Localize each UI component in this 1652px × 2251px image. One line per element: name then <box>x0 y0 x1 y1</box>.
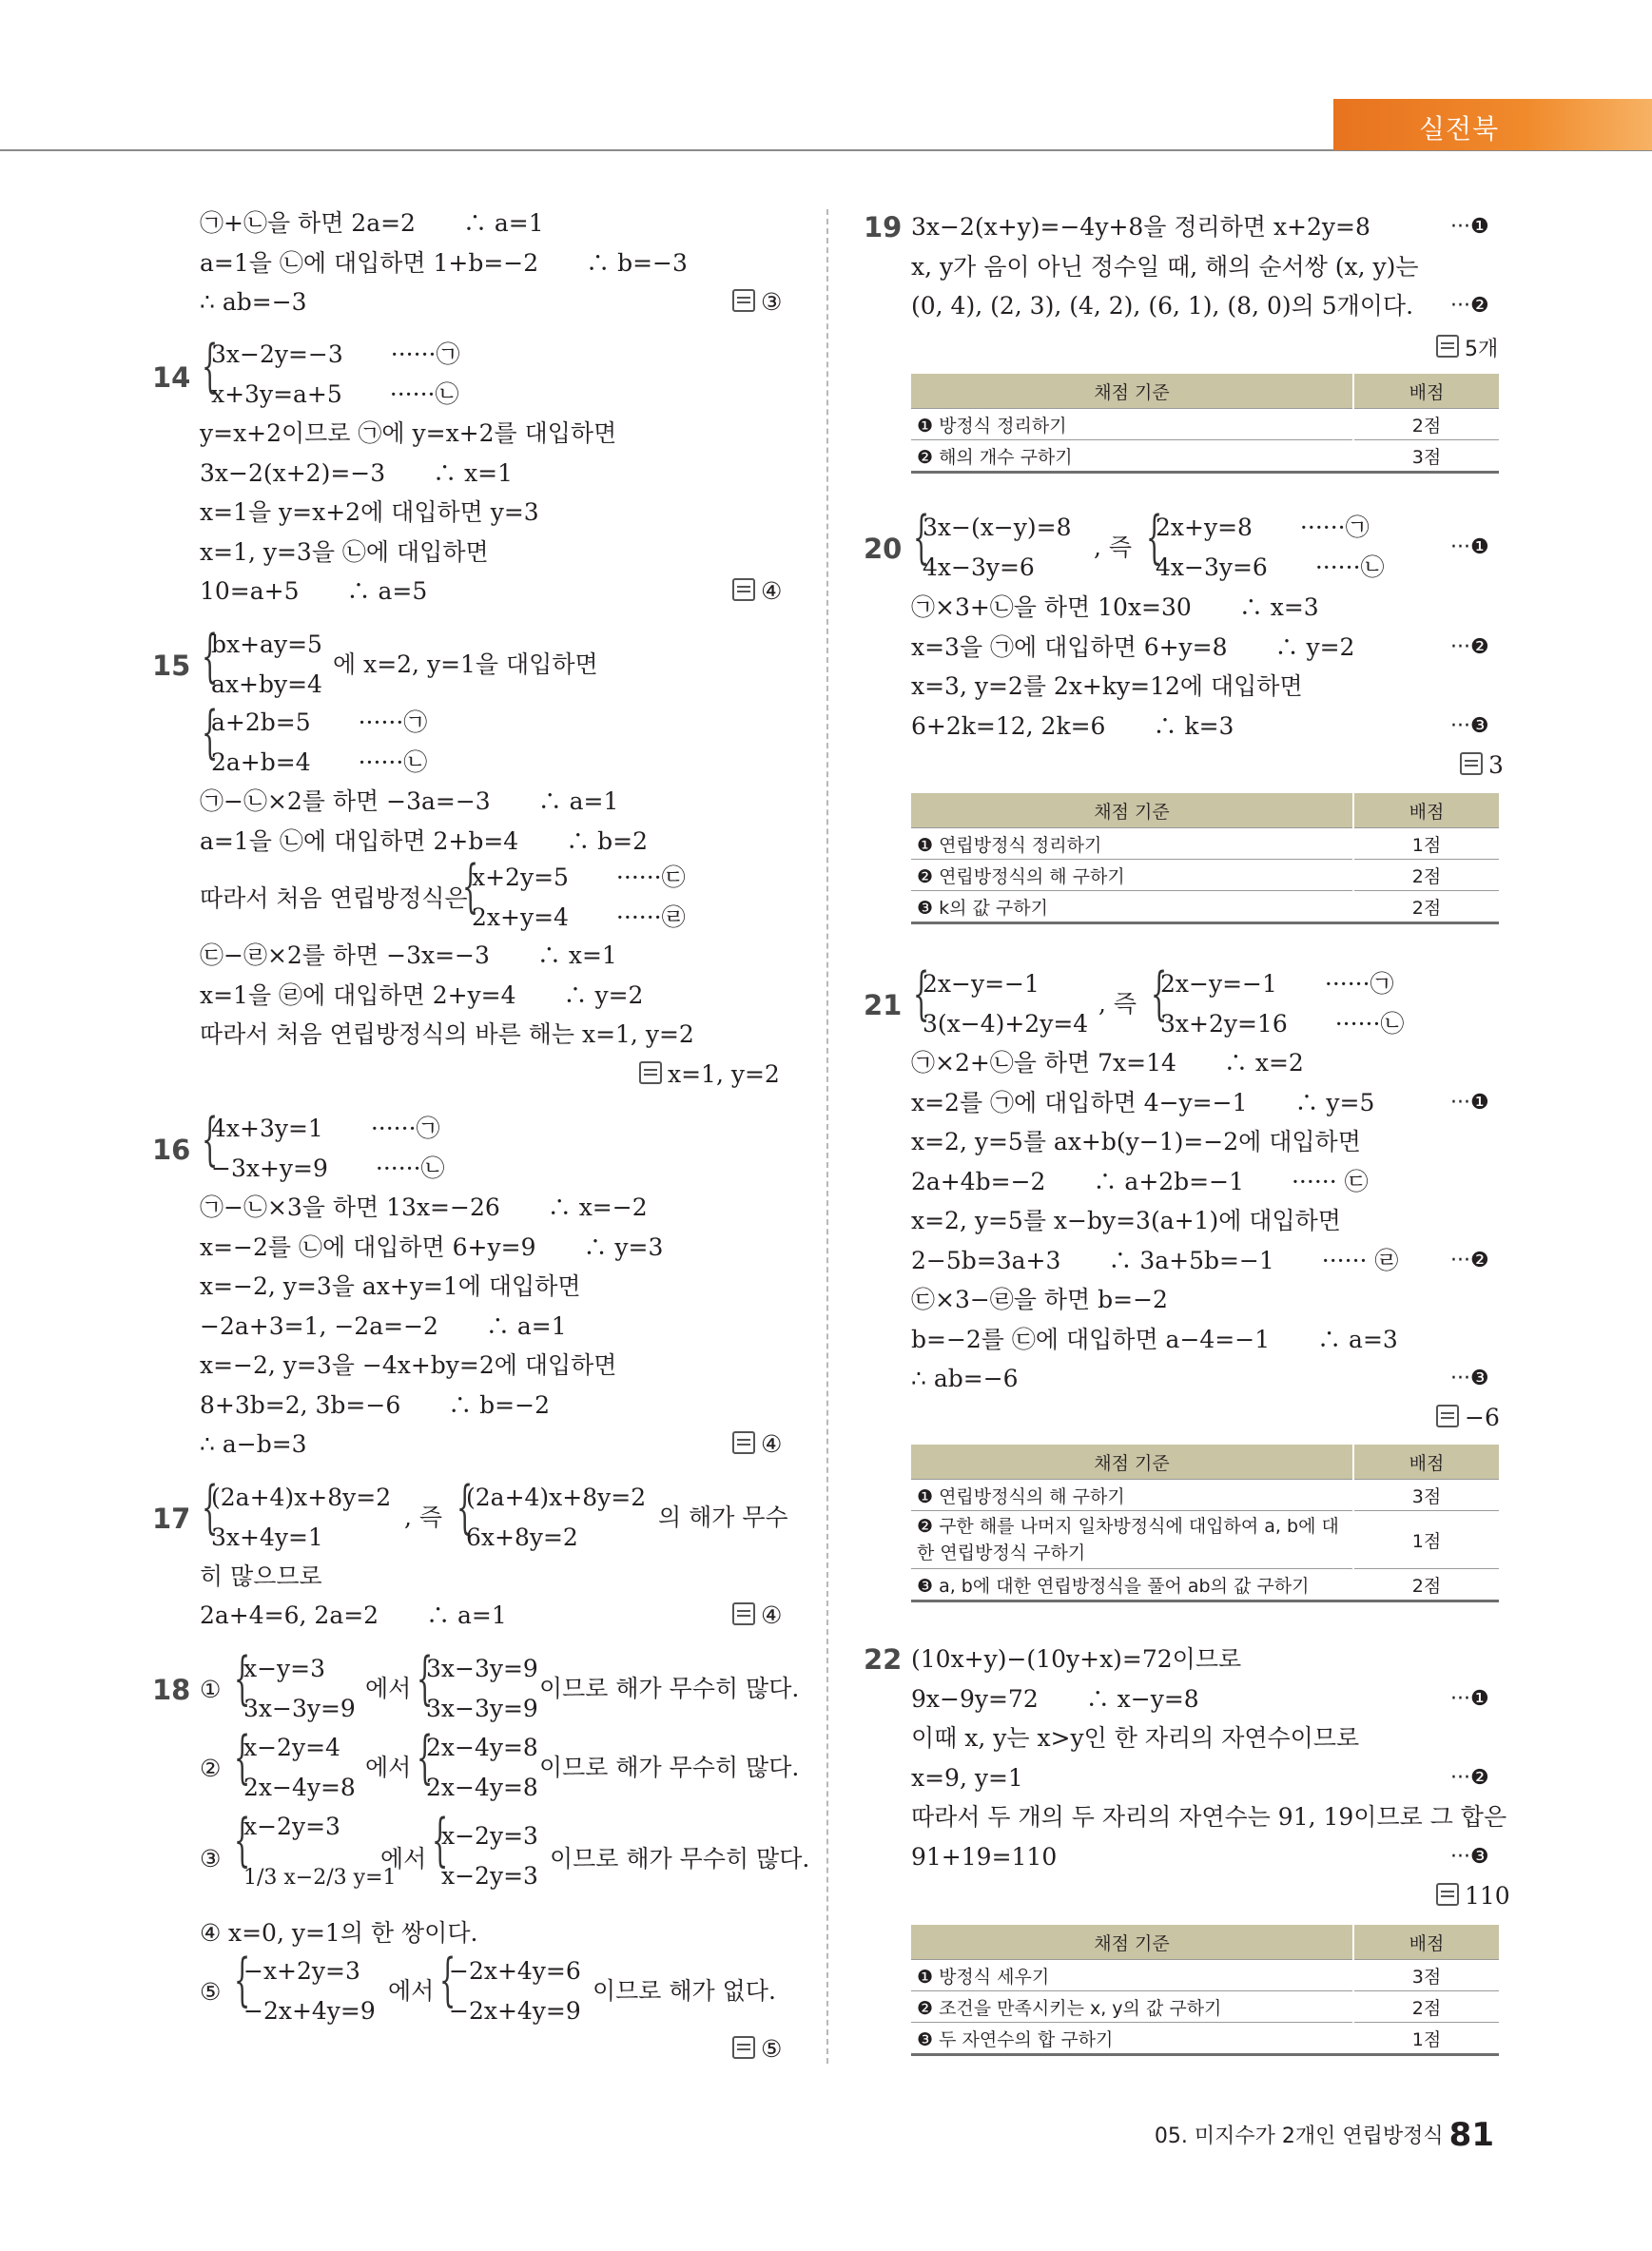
step-marker <box>1450 1766 1489 1790</box>
table-row <box>911 891 1499 923</box>
brace: { <box>234 1947 251 2013</box>
section-tab <box>1333 99 1652 150</box>
step-marker <box>1450 1249 1489 1272</box>
column-divider <box>826 209 828 2064</box>
problem-number: 20 <box>864 533 903 565</box>
answer-icon <box>732 2036 755 2059</box>
answer-text: x=1, y=2 <box>668 1060 780 1088</box>
text-line: ㉠−㉡×3을 하면 13x=−26 ∴ x=−2 <box>200 1193 648 1221</box>
table-cell: ❸ 두 자연수의 합 구하기 <box>911 2023 1353 2055</box>
problem-number: 22 <box>864 1643 903 1676</box>
text-line: ∴ a−b=3 <box>200 1430 307 1458</box>
step-3-icon: ❸ <box>1469 714 1489 738</box>
system-line: 2x−4y=8 <box>426 1734 538 1761</box>
brace: { <box>913 504 930 571</box>
text-line: ㉢−㉣×2를 하면 −3x=−3 ∴ x=1 <box>200 941 617 969</box>
text-line: 따라서 처음 연립방정식의 바른 해는 x=1, y=2 <box>200 1020 694 1048</box>
answer-text: ④ <box>761 1601 783 1629</box>
system-line: 2x−y=−1 <box>923 970 1040 998</box>
system-line: 3x−3y=9 <box>243 1695 356 1722</box>
text-line: 3x−2(x+2)=−3 ∴ x=1 <box>200 459 514 487</box>
answer-text: ③ <box>761 288 783 316</box>
system-line: −2x+4y=6 <box>449 1957 581 1985</box>
section-tab-label: 실전북 <box>1419 113 1500 145</box>
system-line: 1/3 x−2/3 y=1 <box>243 1866 397 1890</box>
table-cell: 3점 <box>1353 440 1499 473</box>
text-line: 2a+4b=−2 ∴ a+2b=−1 ······ ㉢ <box>911 1168 1369 1195</box>
text-line: ㉠×2+㉡을 하면 7x=14 ∴ x=2 <box>911 1049 1304 1077</box>
dots: ··· <box>1450 1687 1470 1711</box>
text-line: 2a+4=6, 2a=2 ∴ a=1 <box>200 1601 507 1629</box>
dots: ··· <box>1450 1766 1470 1790</box>
text-line: x=2, y=5를 x−by=3(a+1)에 대입하면 <box>911 1207 1341 1234</box>
text-line: b=−2를 ㉢에 대입하면 a−4=−1 ∴ a=3 <box>911 1326 1398 1353</box>
system-line: (2a+4)x+8y=2 <box>211 1484 392 1511</box>
brace: { <box>457 1474 474 1541</box>
text-line: x=1, y=3을 ㉡에 대입하면 <box>200 538 489 566</box>
text-line: 6+2k=12, 2k=6 ∴ k=3 <box>911 712 1234 740</box>
answer-17 <box>732 1601 782 1629</box>
answer-icon <box>1460 752 1483 775</box>
table-cell: 2점 <box>1353 891 1499 923</box>
system-line: −x+2y=3 <box>243 1957 360 1985</box>
step-2-icon: ❷ <box>1469 635 1489 659</box>
table-cell: ❸ k의 값 구하기 <box>911 891 1353 923</box>
text-line: 2−5b=3a+3 ∴ 3a+5b=−1 ······ ㉣ <box>911 1247 1399 1274</box>
text-line: 의 해가 무수 <box>658 1504 788 1531</box>
system-line: 3(x−4)+2y=4 <box>923 1010 1089 1038</box>
step-2-icon: ❷ <box>1469 1766 1489 1790</box>
text-line: x=2를 ㉠에 대입하면 4−y=−1 ∴ y=5 <box>911 1089 1375 1116</box>
step-1-icon: ❶ <box>1469 215 1489 239</box>
text-line: , 즉 <box>404 1504 443 1531</box>
table-cell: ❷ 연립방정식의 해 구하기 <box>911 860 1353 891</box>
brace: { <box>202 1106 219 1173</box>
system-line: 3x−2y=−3 ······㉠ <box>211 340 460 368</box>
table-row <box>911 860 1499 891</box>
problem-number: 14 <box>152 361 191 394</box>
table-cell: ❶ 연립방정식의 해 구하기 <box>911 1480 1353 1511</box>
dots: ··· <box>1450 294 1470 318</box>
text-line: a=1을 ㉡에 대입하면 2+b=4 ∴ b=2 <box>200 827 649 855</box>
answer-text: ⑤ <box>761 2035 783 2063</box>
scoring-table-20 <box>911 793 1499 924</box>
text-line: (10x+y)−(10y+x)=72이므로 <box>911 1645 1242 1673</box>
brace: { <box>417 1645 434 1712</box>
text-line: ㉠−㉡×2를 하면 −3a=−3 ∴ a=1 <box>200 787 619 815</box>
text-line: 에서 <box>365 1675 412 1702</box>
table-cell: 3점 <box>1353 1960 1499 1991</box>
table-header: 채점 기준 <box>911 1445 1353 1480</box>
table-row <box>911 1480 1499 1511</box>
problem-number: 17 <box>152 1503 191 1535</box>
answer-16 <box>732 1430 782 1458</box>
system-line: x−y=3 <box>243 1655 326 1682</box>
system-line: x+2y=5 ······㉢ <box>472 864 686 891</box>
text-line: a=1을 ㉡에 대입하면 1+b=−2 ∴ b=−3 <box>200 249 688 277</box>
system-line: 4x−3y=6 ······㉡ <box>1156 553 1385 581</box>
system-line: ax+by=4 <box>211 670 322 698</box>
system-line: 2x−4y=8 <box>243 1774 356 1801</box>
brace: { <box>202 699 219 766</box>
table-header: 채점 기준 <box>911 793 1353 828</box>
text-line: 3x−2(x+y)=−4y+8을 정리하면 x+2y=8 <box>911 213 1370 241</box>
system-line: x−2y=3 <box>441 1862 538 1890</box>
text-line: x=−2, y=3을 ax+y=1에 대입하면 <box>200 1272 581 1300</box>
text-line: 에서 <box>388 1977 435 2005</box>
table-cell: 1점 <box>1353 828 1499 860</box>
brace: { <box>202 623 219 689</box>
text-line: 에서 <box>365 1754 412 1781</box>
step-2-icon: ❷ <box>1469 1249 1489 1272</box>
system-line: 3x−3y=9 <box>426 1655 538 1682</box>
answer-text: 110 <box>1465 1882 1510 1910</box>
system-line: 3x+4y=1 <box>211 1523 323 1551</box>
brace: { <box>234 1807 251 1873</box>
table-header: 채점 기준 <box>911 1925 1353 1960</box>
problem-number: 16 <box>152 1134 191 1166</box>
system-line: 2x−4y=8 <box>426 1774 538 1801</box>
brace: { <box>417 1724 434 1791</box>
brace: { <box>202 333 219 399</box>
answer-18 <box>732 2035 782 2063</box>
text-line: 따라서 두 개의 두 자리의 자연수는 91, 19이므로 그 합은 <box>911 1803 1507 1831</box>
text-line: ㉢×3−㉣을 하면 b=−2 <box>911 1286 1168 1313</box>
step-marker <box>1450 1687 1489 1711</box>
text-line: 9x−9y=72 ∴ x−y=8 <box>911 1685 1199 1713</box>
text-line: ㉠×3+㉡을 하면 10x=30 ∴ x=3 <box>911 593 1319 621</box>
system-line: 4x+3y=1 ······㉠ <box>211 1115 440 1142</box>
answer-icon <box>1436 1883 1459 1906</box>
dots: ··· <box>1450 535 1470 559</box>
system-line: 2x+y=4 ······㉣ <box>472 903 686 931</box>
table-cell: ❶ 방정식 정리하기 <box>911 409 1353 440</box>
page-number: 81 <box>1448 2116 1494 2154</box>
brace: { <box>234 1724 251 1791</box>
text-line: 8+3b=2, 3b=−6 ∴ b=−2 <box>200 1391 550 1419</box>
table-header: 배점 <box>1353 793 1499 828</box>
step-1-icon: ❶ <box>1469 1091 1489 1115</box>
problem-number: 21 <box>864 989 903 1021</box>
table-cell: ❷ 해의 개수 구하기 <box>911 440 1353 473</box>
choice-mark: ④ <box>200 1919 222 1947</box>
dots: ··· <box>1450 215 1470 239</box>
step-marker <box>1450 294 1489 318</box>
text-line: 에 x=2, y=1을 대입하면 <box>333 650 598 678</box>
text-line: x=0, y=1의 한 쌍이다. <box>228 1919 478 1947</box>
answer-22 <box>1436 1882 1510 1910</box>
problem-number: 19 <box>864 211 903 243</box>
system-line: 3x−3y=9 <box>426 1695 538 1722</box>
choice-mark: ② <box>200 1755 222 1782</box>
step-marker <box>1450 1845 1489 1869</box>
brace: { <box>462 853 479 920</box>
table-cell: 1점 <box>1353 1511 1499 1569</box>
table-cell: ❷ 조건을 만족시키는 x, y의 값 구하기 <box>911 1991 1353 2023</box>
text-line: x=−2를 ㉡에 대입하면 6+y=9 ∴ y=3 <box>200 1233 664 1261</box>
text-line: ∴ ab=−3 <box>200 288 307 316</box>
step-marker <box>1450 714 1489 738</box>
choice-mark: ③ <box>200 1845 222 1873</box>
step-marker <box>1450 215 1489 239</box>
answer-21 <box>1436 1404 1500 1431</box>
system-line: 6x+8y=2 <box>466 1523 578 1551</box>
text-line: x=1을 y=x+2에 대입하면 y=3 <box>200 498 539 526</box>
table-header: 배점 <box>1353 1445 1499 1480</box>
text-line: −2a+3=1, −2a=−2 ∴ a=1 <box>200 1312 567 1340</box>
text-line: x=1을 ㉣에 대입하면 2+y=4 ∴ y=2 <box>200 981 644 1009</box>
step-marker <box>1450 1091 1489 1115</box>
brace: { <box>1146 504 1163 571</box>
step-2-icon: ❷ <box>1469 294 1489 318</box>
system-line: (2a+4)x+8y=2 <box>466 1484 647 1511</box>
text-line: 10=a+5 ∴ a=5 <box>200 577 428 605</box>
table-cell: 1점 <box>1353 2023 1499 2055</box>
scoring-table-21 <box>911 1445 1499 1602</box>
system-line: x−2y=4 <box>243 1734 340 1761</box>
text-line: 에서 <box>380 1845 427 1873</box>
step-marker <box>1450 535 1489 559</box>
text-line: ∴ ab=−6 <box>911 1365 1019 1392</box>
table-row <box>911 1569 1499 1601</box>
answer-20 <box>1460 751 1504 779</box>
table-header: 배점 <box>1353 1925 1499 1960</box>
text-line: 따라서 처음 연립방정식은 <box>200 884 468 912</box>
text-line: x=3, y=2를 2x+ky=12에 대입하면 <box>911 672 1303 700</box>
text-line: 이므로 해가 무수히 많다. <box>539 1754 800 1781</box>
answer-15 <box>639 1060 780 1088</box>
table-cell: 2점 <box>1353 860 1499 891</box>
step-3-icon: ❸ <box>1469 1845 1489 1869</box>
answer-icon <box>1436 1405 1459 1427</box>
system-line: 4x−3y=6 <box>923 553 1035 581</box>
table-cell: 3점 <box>1353 1480 1499 1511</box>
dots: ··· <box>1450 1845 1470 1869</box>
text-line: 히 많으므로 <box>200 1562 322 1590</box>
system-line: −3x+y=9 ······㉡ <box>211 1155 445 1182</box>
system-line: 2x−y=−1 ······㉠ <box>1160 970 1394 998</box>
table-row <box>911 1960 1499 1991</box>
chapter-title: 05. 미지수가 2개인 연립방정식 <box>1154 2125 1444 2148</box>
table-row <box>911 1991 1499 2023</box>
brace: { <box>234 1645 251 1712</box>
system-line: x−2y=3 <box>441 1822 538 1850</box>
step-1-icon: ❶ <box>1469 1687 1489 1711</box>
page-footer <box>1155 2116 1494 2154</box>
text-line: x=−2, y=3을 −4x+by=2에 대입하면 <box>200 1351 617 1379</box>
system-line: 2x+y=8 ······㉠ <box>1156 514 1370 541</box>
answer-14 <box>732 577 782 605</box>
step-3-icon: ❸ <box>1469 1367 1489 1390</box>
text-line: 91+19=110 <box>911 1843 1058 1871</box>
table-cell: ❶ 연립방정식 정리하기 <box>911 828 1353 860</box>
brace: { <box>913 961 930 1027</box>
text-line: 이므로 해가 없다. <box>593 1977 776 2005</box>
system-line: −2x+4y=9 <box>449 1997 581 2025</box>
text-line: , 즉 <box>1094 534 1133 561</box>
answer-text: 3 <box>1488 751 1504 779</box>
problem-number: 18 <box>152 1674 191 1706</box>
table-header: 채점 기준 <box>911 374 1353 409</box>
system-line: 3x−(x−y)=8 <box>923 514 1072 541</box>
answer-19 <box>1436 333 1498 362</box>
step-marker <box>1450 1367 1489 1390</box>
text-line: 이므로 해가 무수히 많다. <box>550 1845 810 1873</box>
answer-text: ④ <box>761 1430 783 1458</box>
answer-icon <box>732 1431 755 1454</box>
brace: { <box>432 1807 449 1873</box>
system-line: a+2b=5 ······㉠ <box>211 708 428 736</box>
table-row <box>911 1511 1499 1569</box>
table-row <box>911 440 1499 473</box>
text-line: ㉠+㉡을 하면 2a=2 ∴ a=1 <box>200 209 544 237</box>
dots: ··· <box>1450 714 1470 738</box>
system-line: x+3y=a+5 ······㉡ <box>211 380 459 408</box>
system-line: bx+ay=5 <box>211 631 322 658</box>
text-line: x, y가 음이 아닌 정수일 때, 해의 순서쌍 (x, y)는 <box>911 253 1419 281</box>
text-line: x=2, y=5를 ax+b(y−1)=−2에 대입하면 <box>911 1128 1361 1155</box>
brace: { <box>202 1474 219 1541</box>
text-line: 이므로 해가 무수히 많다. <box>539 1675 800 1702</box>
text-line: x=3을 ㉠에 대입하면 6+y=8 ∴ y=2 <box>911 633 1355 661</box>
answer-text: 5개 <box>1465 338 1499 361</box>
table-cell: ❸ a, b에 대한 연립방정식을 풀어 ab의 값 구하기 <box>911 1569 1353 1601</box>
answer-icon <box>732 289 755 312</box>
text-line: , 즉 <box>1098 990 1137 1018</box>
answer-icon <box>639 1061 662 1084</box>
system-line: 2a+b=4 ······㉡ <box>211 748 428 776</box>
table-row <box>911 409 1499 440</box>
answer-13 <box>732 288 782 316</box>
brace: { <box>1151 961 1168 1027</box>
text-line: y=x+2이므로 ㉠에 y=x+2를 대입하면 <box>200 419 617 447</box>
table-row <box>911 828 1499 860</box>
table-header: 배점 <box>1353 374 1499 409</box>
scoring-table-22 <box>911 1925 1499 2056</box>
choice-mark: ① <box>200 1676 222 1703</box>
text-line: (0, 4), (2, 3), (4, 2), (6, 1), (8, 0)의 5개이다. <box>911 292 1414 320</box>
brace: { <box>439 1947 457 2013</box>
answer-text: ④ <box>761 577 783 605</box>
table-cell: 2점 <box>1353 409 1499 440</box>
system-line: 3x+2y=16 ······㉡ <box>1160 1010 1405 1038</box>
answer-icon <box>732 578 755 601</box>
choice-mark: ⑤ <box>200 1978 222 2006</box>
text-line: 이때 x, y는 x>y인 한 자리의 자연수이므로 <box>911 1724 1360 1752</box>
table-cell: ❷ 구한 해를 나머지 일차방정식에 대입하여 a, b에 대한 연립방정식 구하기 <box>911 1511 1353 1569</box>
text-line: x=9, y=1 <box>911 1764 1023 1792</box>
problem-number: 15 <box>152 650 191 682</box>
dots: ··· <box>1450 1249 1470 1272</box>
dots: ··· <box>1450 1367 1470 1390</box>
table-cell: 2점 <box>1353 1991 1499 2023</box>
step-1-icon: ❶ <box>1469 535 1489 559</box>
system-line: x−2y=3 <box>243 1813 340 1840</box>
step-marker <box>1450 635 1489 659</box>
answer-text: −6 <box>1465 1404 1500 1431</box>
table-cell: ❶ 방정식 세우기 <box>911 1960 1353 1991</box>
table-row <box>911 2023 1499 2055</box>
system-line: −2x+4y=9 <box>243 1997 376 2025</box>
answer-icon <box>1436 335 1459 358</box>
table-cell: 2점 <box>1353 1569 1499 1601</box>
answer-icon <box>732 1602 755 1625</box>
scoring-table-19 <box>911 374 1499 474</box>
dots: ··· <box>1450 635 1470 659</box>
dots: ··· <box>1450 1091 1470 1115</box>
